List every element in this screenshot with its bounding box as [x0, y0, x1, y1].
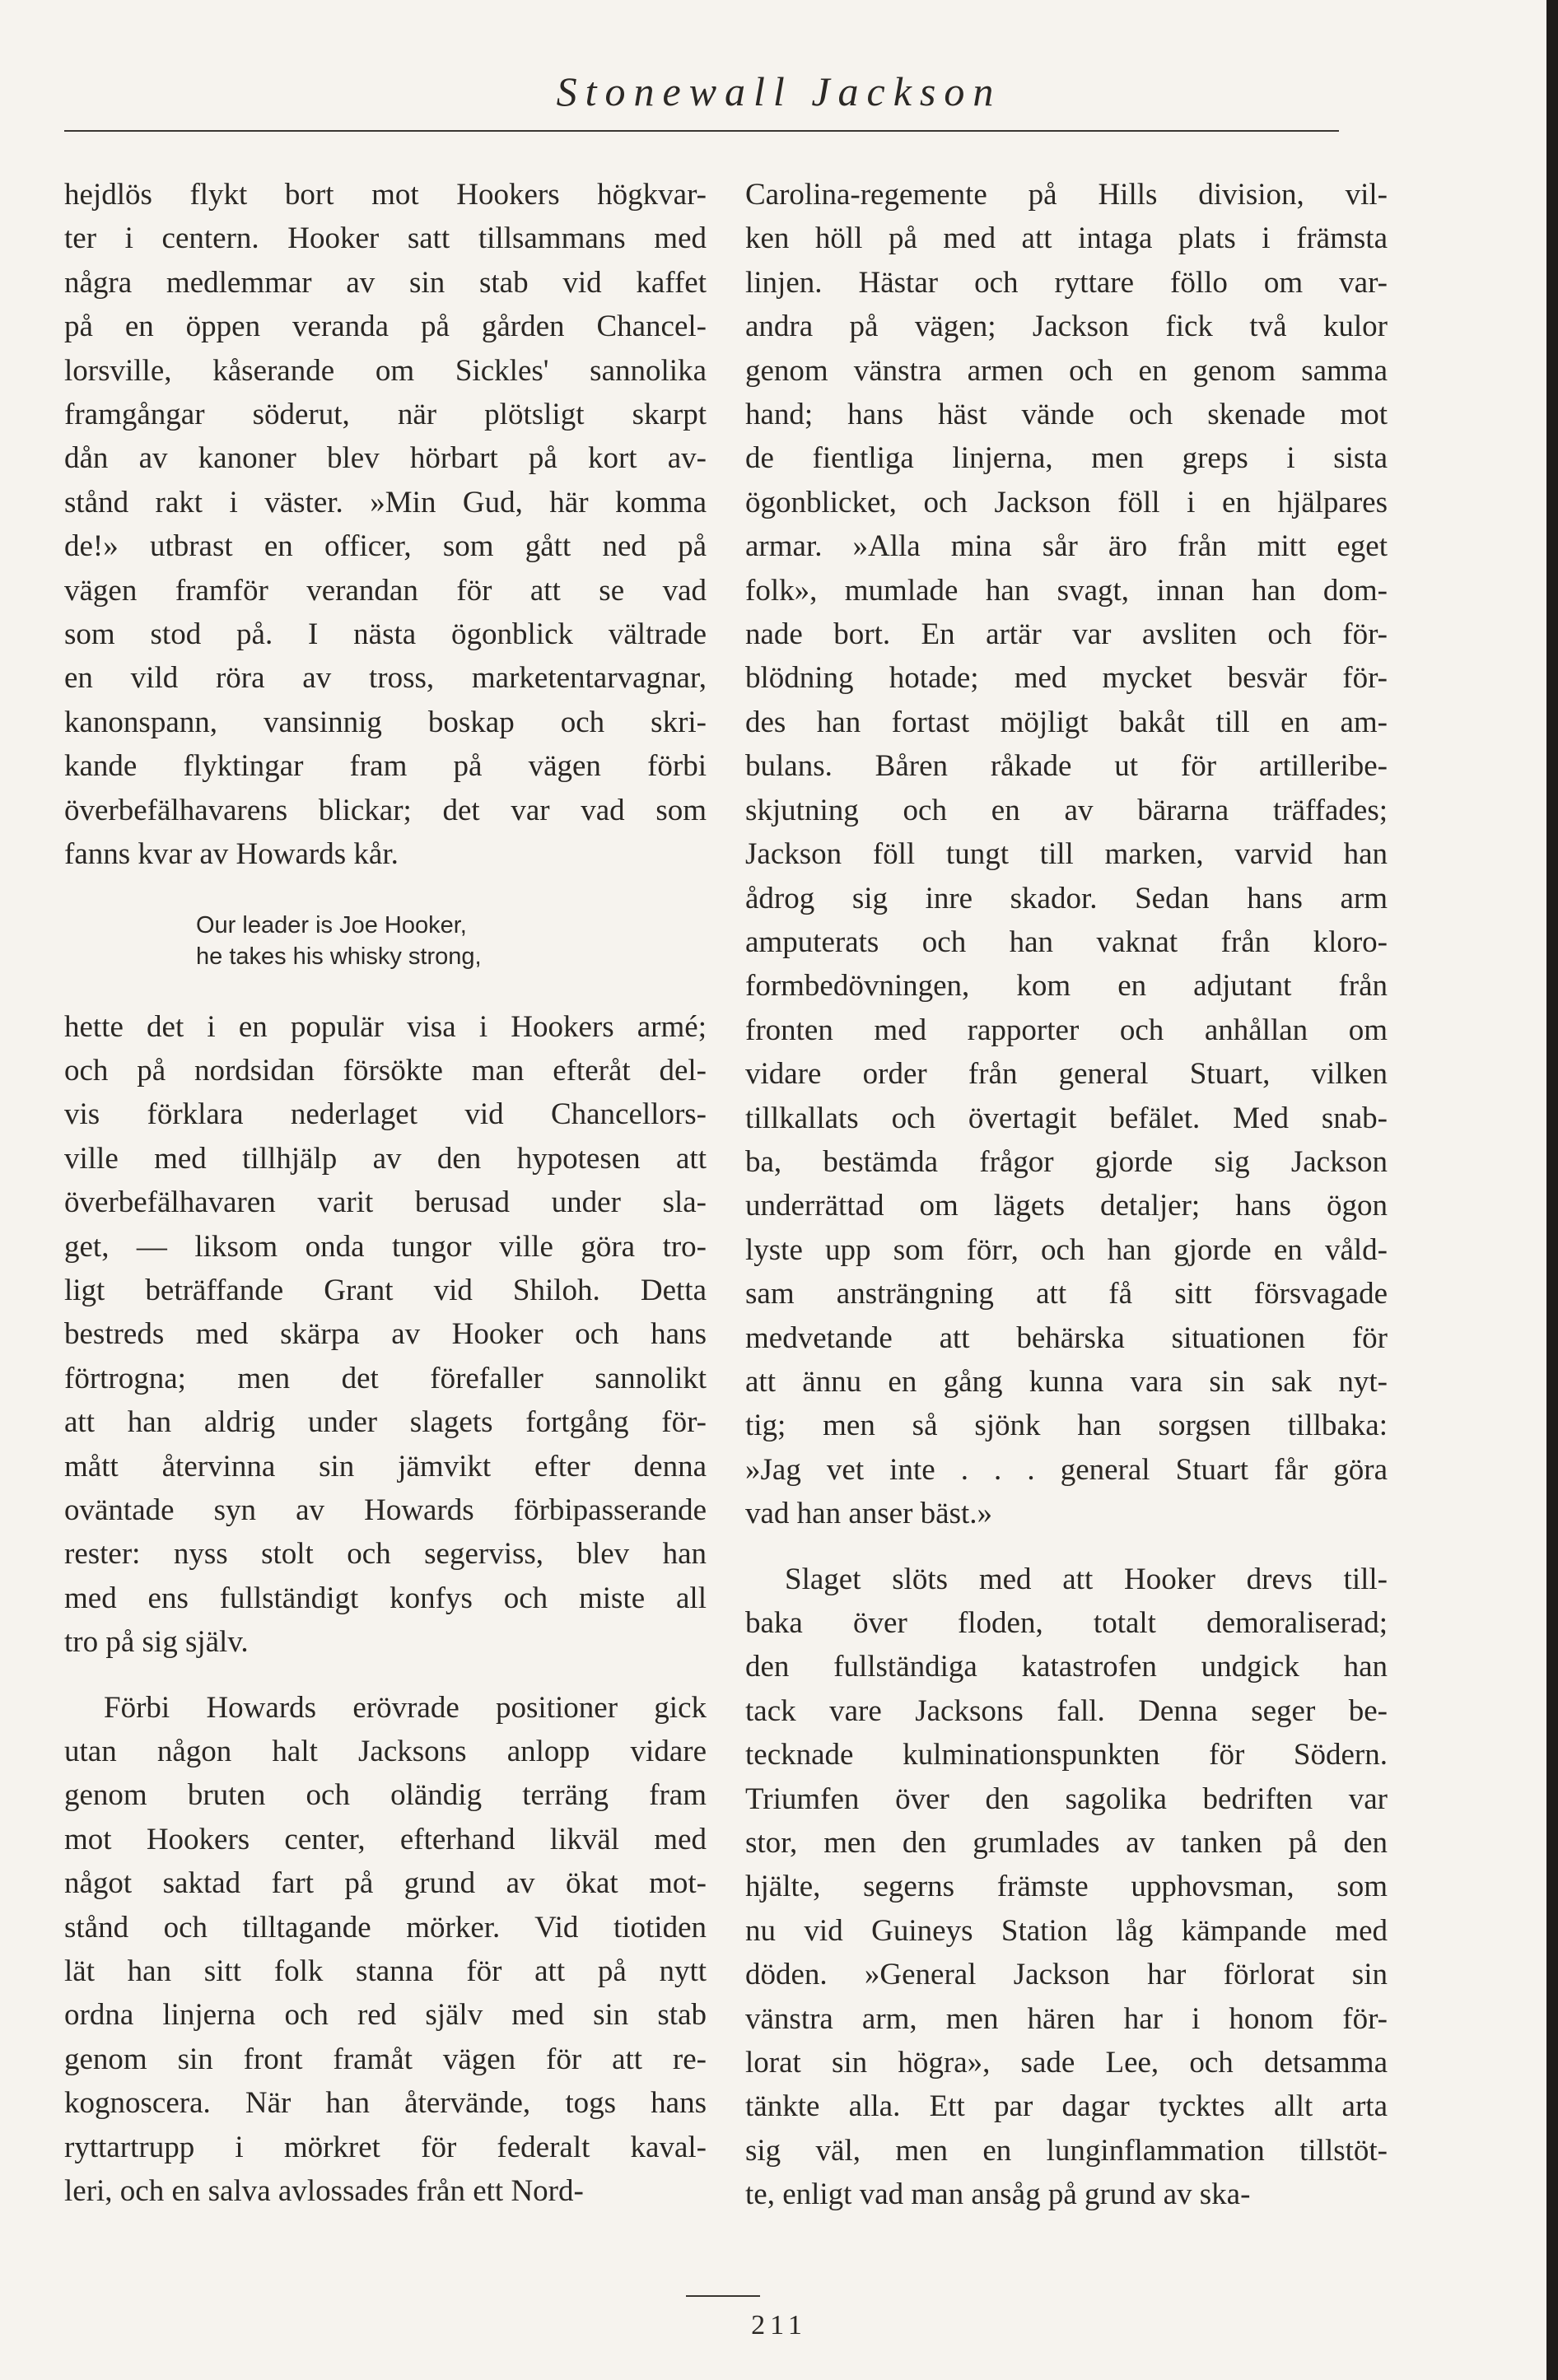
- text-line: Jackson föll tungt till marken, varvid han: [745, 837, 1388, 872]
- text-line: tro på sig själv.: [64, 1625, 249, 1660]
- text-line: nu vid Guineys Station låg kämpande med: [745, 1913, 1388, 1948]
- verse-line: he takes his whisky strong,: [196, 943, 482, 970]
- text-line: rester: nyss stolt och segerviss, blev han: [64, 1537, 707, 1572]
- text-line: kande flyktingar fram på vägen förbi: [64, 749, 707, 784]
- text-line: ba, bestämda frågor gjorde sig Jackson: [745, 1144, 1388, 1179]
- text-line: lät han sitt folk stanna för att på nytt: [64, 1954, 707, 1989]
- text-line: stor, men den grumlades av tanken på den: [745, 1826, 1388, 1861]
- text-line: Slaget slöts med att Hooker drevs till-: [785, 1562, 1388, 1596]
- text-line: tillkallats och övertagit befälet. Med snab-: [745, 1101, 1388, 1135]
- text-line: med ens fullständigt konfys och miste all: [64, 1581, 707, 1615]
- text-line: ordna linjerna och red själv med sin stab: [64, 1998, 707, 2033]
- text-line: de fientliga linjerna, men greps i sista: [745, 441, 1388, 476]
- verse-quote: [196, 910, 707, 972]
- text-line: överbefälhavaren varit berusad under sla-: [64, 1185, 707, 1220]
- text-line: som stod på. I nästa ögonblick vältrade: [64, 617, 707, 652]
- text-line: vidare order från general Stuart, vilken: [745, 1057, 1388, 1092]
- text-line: ville med tillhjälp av den hypotesen att: [64, 1141, 707, 1176]
- text-line: fronten med rapporter och anhållan om: [745, 1013, 1388, 1047]
- text-line: ter i centern. Hooker satt tillsammans med: [64, 221, 707, 256]
- text-line: Carolina-regemente på Hills division, vil-: [745, 178, 1388, 212]
- text-line: förtrogna; men det förefaller sannolikt: [64, 1361, 707, 1395]
- text-line: framgångar söderut, när plötsligt skarpt: [64, 398, 707, 432]
- text-line: folk», mumlade han svagt, innan han dom-: [745, 573, 1388, 608]
- text-line: formbedövningen, kom en adjutant från: [745, 969, 1388, 1004]
- text-line: te, enligt vad man ansåg på grund av ska-: [745, 2177, 1251, 2212]
- text-line: medvetande att behärska situationen för: [745, 1320, 1388, 1355]
- text-line: oväntade syn av Howards förbipasserande: [64, 1493, 707, 1527]
- paragraph: [64, 1686, 707, 2214]
- text-line: ken höll på med att intaga plats i främsta: [745, 221, 1388, 256]
- text-line: leri, och en salva avlossades från ett Nord-: [64, 2174, 584, 2209]
- text-line: Förbi Howards erövrade positioner gick: [104, 1690, 707, 1725]
- text-line: tig; men så sjönk han sorgsen tillbaka:: [745, 1409, 1388, 1443]
- text-line: sam ansträngning att få sitt försvagade: [745, 1277, 1388, 1311]
- text-line: ryttartrupp i mörkret för federalt kaval-: [64, 2130, 707, 2164]
- paragraph: [64, 1005, 707, 1665]
- text-line: att han aldrig under slagets fortgång för-: [64, 1405, 707, 1440]
- page-edge-shadow: [1546, 0, 1558, 2380]
- text-line: vägen framför verandan för att se vad: [64, 573, 707, 608]
- text-line: »Jag vet inte . . . general Stuart får göra: [745, 1452, 1388, 1487]
- text-line: amputerats och han vaknat från kloro-: [745, 925, 1388, 959]
- text-line: linjen. Hästar och ryttare föllo om var-: [745, 265, 1388, 300]
- paragraph: [745, 1558, 1388, 2217]
- text-line: fanns kvar av Howards kår.: [64, 837, 399, 872]
- text-line: genom bruten och oländig terräng fram: [64, 1778, 707, 1813]
- text-line: kognoscera. När han återvände, togs hans: [64, 2086, 707, 2121]
- text-line: att ännu en gång kunna vara sin sak nyt-: [745, 1364, 1388, 1399]
- page-number: 211: [751, 2310, 807, 2340]
- text-line: des han fortast möjligt bakåt till en am-: [745, 705, 1388, 739]
- text-line: sig väl, men en lunginflammation tillstöt-: [745, 2133, 1388, 2168]
- text-line: hette det i en populär visa i Hookers armé;: [64, 1009, 707, 1044]
- footer-rule: [686, 2295, 760, 2297]
- text-line: Triumfen över den sagolika bedriften var: [745, 1782, 1388, 1816]
- text-line: get, — liksom onda tungor ville göra tro-: [64, 1229, 707, 1264]
- text-line: tecknade kulminationspunkten för Södern.: [745, 1738, 1388, 1772]
- text-line: stånd rakt i väster. »Min Gud, här komma: [64, 485, 707, 519]
- text-line: tack vare Jacksons fall. Denna seger be-: [745, 1693, 1388, 1728]
- text-line: överbefälhavarens blickar; det var vad som: [64, 793, 707, 827]
- text-line: bulans. Båren råkade ut för artilleribe-: [745, 749, 1388, 784]
- right-column: [745, 173, 1388, 2217]
- text-line: på en öppen veranda på gården Chancel-: [64, 310, 707, 344]
- text-line: nade bort. En artär var avsliten och för-: [745, 617, 1388, 652]
- text-line: lyste upp som förr, och han gjorde en våld-: [745, 1232, 1388, 1267]
- text-line: underrättad om lägets detaljer; hans ögon: [745, 1189, 1388, 1223]
- text-line: dån av kanoner blev hörbart på kort av-: [64, 441, 707, 476]
- text-line: mot Hookers center, efterhand likväl med: [64, 1822, 707, 1856]
- text-line: mått återvinna sin jämvikt efter denna: [64, 1449, 707, 1483]
- text-line: vad han anser bäst.»: [745, 1497, 993, 1531]
- text-line: ögonblicket, och Jackson föll i en hjälpares: [745, 485, 1388, 519]
- text-line: något saktad fart på grund av ökat mot-: [64, 1866, 707, 1901]
- text-line: vänstra arm, men hären har i honom för-: [745, 2001, 1388, 2036]
- text-line: lorat sin högra», sade Lee, och detsamma: [745, 2046, 1388, 2080]
- paragraph: [64, 173, 707, 877]
- text-line: armar. »Alla mina sår äro från mitt eget: [745, 529, 1388, 564]
- text-line: och på nordsidan försökte man efteråt del-: [64, 1053, 707, 1088]
- text-line: hand; hans häst vände och skenade mot: [745, 398, 1388, 432]
- text-line: baka över floden, totalt demoraliserad;: [745, 1606, 1388, 1640]
- text-line: ligt beträffande Grant vid Shiloh. Detta: [64, 1273, 707, 1307]
- text-line: stånd och tilltagande mörker. Vid tiotiden: [64, 1910, 707, 1945]
- text-line: den fullständiga katastrofen undgick han: [745, 1650, 1388, 1684]
- text-line: utan någon halt Jacksons anlopp vidare: [64, 1735, 707, 1768]
- text-line: vis förklara nederlaget vid Chancellors-: [64, 1097, 707, 1132]
- text-line: lorsville, kåserande om Sickles' sannolika: [64, 353, 707, 388]
- text-line: skjutning och en av bärarna träffades;: [745, 793, 1388, 827]
- text-line: döden. »General Jackson har förlorat sin: [745, 1958, 1388, 1992]
- text-line: genom sin front framåt vägen för att re-: [64, 2042, 707, 2076]
- text-line: hejdlös flykt bort mot Hookers högkvar-: [64, 178, 707, 212]
- text-line: en vild röra av tross, marketentarvagnar,: [64, 661, 707, 696]
- text-line: hjälte, segerns främste upphovsman, som: [745, 1870, 1388, 1904]
- text-line: de!» utbrast en officer, som gått ned på: [64, 529, 707, 564]
- text-line: tänkte alla. Ett par dagar tycktes allt arta: [745, 2089, 1388, 2124]
- text-line: andra på vägen; Jackson fick två kulor: [745, 310, 1388, 344]
- text-line: genom vänstra armen och en genom samma: [745, 353, 1388, 388]
- header-rule: [64, 130, 1339, 132]
- text-line: kanonspann, vansinnig boskap och skri-: [64, 705, 707, 739]
- text-line: ådrog sig inre skador. Sedan hans arm: [745, 881, 1388, 915]
- verse-line: Our leader is Joe Hooker,: [196, 911, 467, 938]
- paragraph: [745, 173, 1388, 1536]
- text-line: några medlemmar av sin stab vid kaffet: [64, 265, 707, 300]
- text-line: bestreds med skärpa av Hooker och hans: [64, 1317, 707, 1352]
- text-line: blödning hotade; med mycket besvär för-: [745, 661, 1388, 696]
- running-title: Stonewall Jackson: [556, 68, 1002, 114]
- left-column: [64, 173, 707, 2213]
